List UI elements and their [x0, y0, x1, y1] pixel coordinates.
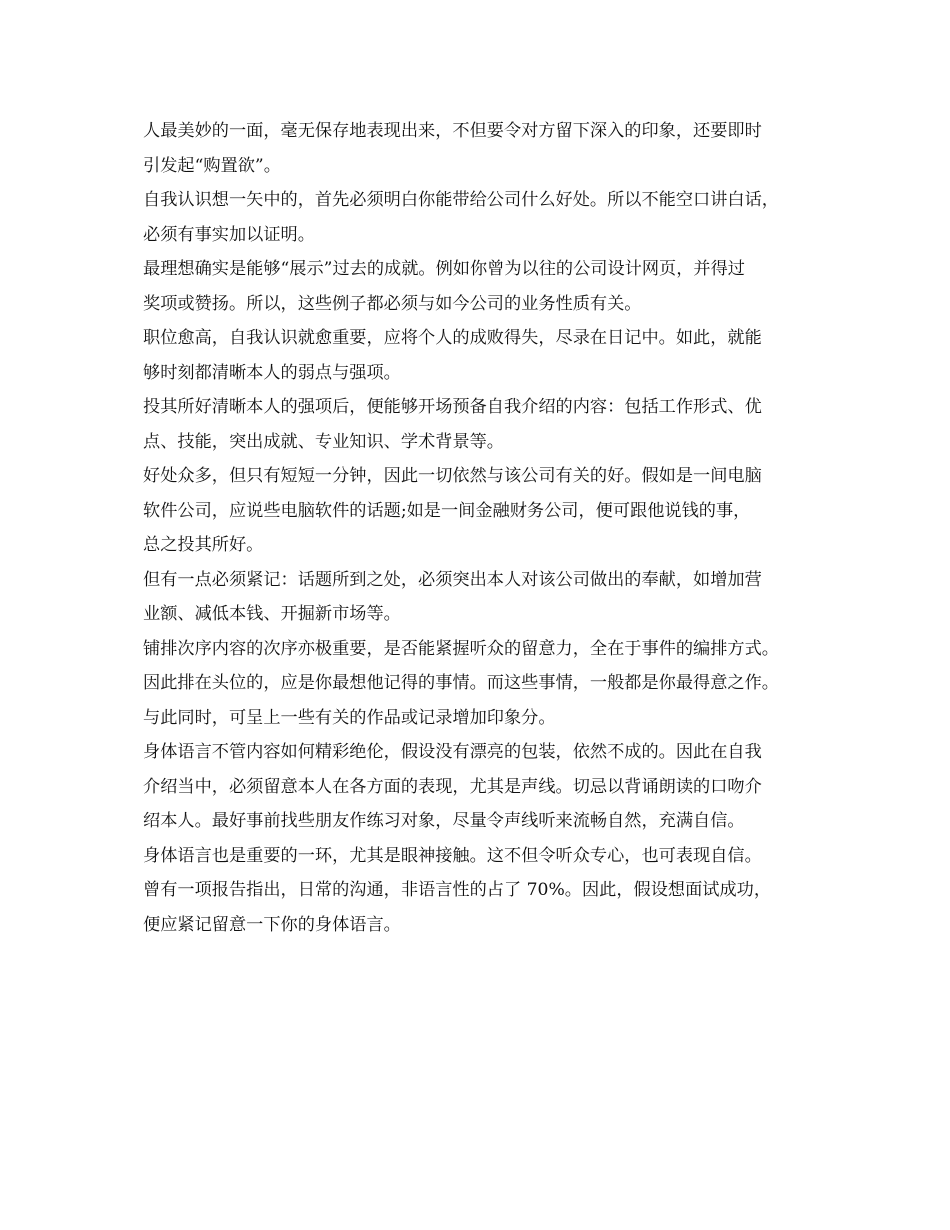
- text-line: 投其所好清晰本人的强项后，便能够开场预备自我介绍的内容：包括工作形式、优: [143, 397, 762, 417]
- text-line: 便应紧记留意一下你的身体语言。: [143, 914, 401, 935]
- text-line: 最理想确实是能够“展示”过去的成就。例如你曾为以往的公司设计网页，并得过: [143, 259, 745, 279]
- text-line: 曾有一项报告指出，日常的沟通，非语言性的占了 70%。因此，假设想面试成功，: [143, 880, 772, 900]
- text-line: 引发起“购置欲”。: [143, 155, 281, 176]
- text-line: 身体语言也是重要的一环，尤其是眼神接触。这不但令听众专心，也可表现自信。: [143, 845, 762, 866]
- text-line: 铺排次序内容的次序亦极重要，是否能紧握听众的留意力，全在于事件的编排方式。: [143, 638, 779, 659]
- text-line: 必须有事实加以证明。: [143, 224, 315, 245]
- text-line: 好处众多，但只有短短一分钟，因此一切依然与该公司有关的好。假如是一间电脑: [143, 466, 762, 486]
- document-body: [143, 114, 833, 942]
- text-line: 点、技能，突出成就、专业知识、学术背景等。: [143, 431, 504, 452]
- text-line: 人最美妙的一面，毫无保存地表现出来，不但要令对方留下深入的印象，还要即时: [143, 121, 762, 141]
- text-line: 身体语言不管内容如何精彩绝伦，假设没有漂亮的包装，依然不成的。因此在自我: [143, 742, 762, 762]
- text-line: 够时刻都清晰本人的弱点与强项。: [143, 362, 401, 383]
- text-line: 职位愈高，自我认识就愈重要，应将个人的成败得失，尽录在日记中。如此，就能: [143, 328, 762, 348]
- text-line: 但有一点必须紧记：话题所到之处，必须突出本人对该公司做出的奉献，如增加营: [143, 569, 762, 590]
- text-line: 总之投其所好。: [143, 535, 264, 555]
- text-line: 奖项或赞扬。所以，这些例子都必须与如今公司的业务性质有关。: [143, 293, 642, 314]
- text-line: 软件公司，应说些电脑软件的话题;如是一间金融财务公司，便可跟他说钱的事，: [143, 500, 751, 521]
- text-line: 业额、减低本钱、开掘新市场等。: [143, 604, 401, 624]
- text-line: 介绍当中，必须留意本人在各方面的表现，尤其是声线。切忌以背诵朗读的口吻介: [143, 776, 762, 797]
- text-line: 自我认识想一矢中的，首先必须明白你能带给公司什么好处。所以不能空口讲白话，: [143, 190, 779, 210]
- text-line: 与此同时，可呈上一些有关的作品或记录增加印象分。: [143, 707, 556, 728]
- text-line: 因此排在头位的，应是你最想他记得的事情。而这些事情，一般都是你最得意之作。: [143, 673, 779, 693]
- text-line: 绍本人。最好事前找些朋友作练习对象，尽量令声线听来流畅自然，充满自信。: [143, 811, 745, 831]
